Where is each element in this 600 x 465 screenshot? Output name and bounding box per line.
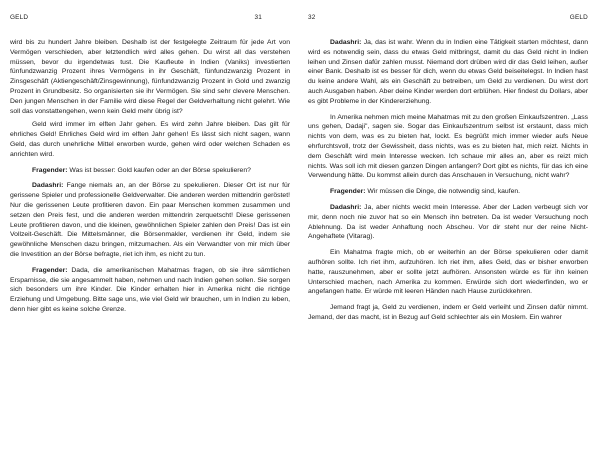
paragraph: In Amerika nehmen mich meine Mahatmas mit zu den großen Einkaufszentren. „Lass uns gehen, Dadaji", sagen sie. Sogar das Einkaufszentrum selbst ist erstaunt, dass mich nichts von dem, was es zu bieten hat, lockt. Es begrüßt mich immer wieder aufs Neue ehrfurchtsvoll, trotz der Gewissheit, dass nichts, was es zu bieten hat, mich reizt. Nichts in dem Geschäft wird mein Interesse wecken. Ich schaue mir alles an, aber es reizt mich nichts. Was soll ich mit diesen ganzen Dingen anfangen? Dort gibt es nichts, für das ich eine Verwendung hätte. Du kommst allein durch das Anschauen in Versuchung, nicht wahr? <box>308 113 588 180</box>
paragraph: Dadashri: Fange niemals an, an der Börse zu spekulieren. Dieser Ort ist nur für gerissene Spieler und professionelle Geldverwalter. Die anderen werden mittendrin geröstet! Nur die gerissenen Leute profitieren davon. Ein paar Menschen kommen zusammen und setzen den Preis fest, und die anderen werden mittendrin zerquetscht! Diese gerissenen Leute profitieren davon, und die kleinen, gewöhnlichen Spieler zahlen den Preis! Das ist ein Vollzeit-Geschäft. Die Mittelsmänner, die Börsenmakler, verdienen ihr Geld, indem sie gewöhnliche Menschen dazu bringen, mitzumachen. Als ein Verwandter von mir mich über die Investition an der Börse befragte, riet ich ihm, es nicht zu tun. <box>10 182 291 258</box>
left-running-title: GELD <box>10 14 29 21</box>
speaker-label: Dadashri: <box>330 39 362 46</box>
paragraph: Fragender: Wir müssen die Dinge, die notwendig sind, kaufen. <box>330 188 521 196</box>
right-page <box>308 0 588 465</box>
speaker-label: Dadashri: <box>330 203 362 211</box>
speaker-label: Fragender: <box>32 266 68 274</box>
right-running-title: GELD <box>569 14 588 21</box>
speaker-label: Fragender: <box>32 166 68 174</box>
paragraph: Dadashri: Ja, das ist wahr. Wenn du in Indien eine Tätigkeit starten möchtest, dann wird es notwendig sein, dass du etwas Geld mitbringst, damit du das Geld nicht in Indien leihen und Zinsen dafür zahlen musst. Niemand dort drüben wird dir das Geld leihen, außer einer Bank. Deshalb ist es besser für dich, wenn du etwas Geld beiseitelegst. In Indien hast du keine andere Wahl, als ein Geschäft zu betreiben, um Geld zu verdienen. Du wirst dort auch Ausgaben haben. Aber deine Kinder werden dort erblühen. Hier findest du Dollars, aber es gibt Probleme in der Kindererziehung. <box>308 39 588 105</box>
paragraph: Fragender: Was ist besser: Gold kaufen oder an der Börse spekulieren? <box>32 166 251 174</box>
speaker-label: Fragender: <box>330 188 366 196</box>
speaker-label: Dadashri: <box>32 182 64 190</box>
left-page-number: 31 <box>254 14 262 21</box>
right-page-header <box>308 14 588 24</box>
left-page <box>10 0 290 465</box>
left-page-body <box>10 38 290 315</box>
paragraph: wird bis zu hundert Jahre bleiben. Deshalb ist der festgelegte Zeitraum für jede Art von Vermögen verschieden, aber letztendlich wird alles gehen. Du wirst all das verstehen müssen, bevor du irgendetwas tust. Die Kaufleute in Indien (Vaniks) investierten fünfundzwanzig Prozent ihres Vermögens in ihr Geschäft, fünfundzwanzig Prozent in Zinsgeschäft (Aktiengeschäft/Zinsgewinnung), fünfundzwanzig Prozent in Gold und zwanzig Prozent in Grundbesitz. So organisierten sie ihr Vermögen. Sie sind sehr clevere Menschen. Den jungen Menschen in der Familie wird diese Regel der Geldverhaltung nicht gelehrt. Wie soll das vonstattengehen, wenn kein Geld mehr übrig ist? <box>10 39 290 115</box>
left-page-header <box>10 14 290 24</box>
paragraph: Dadashri: Ja, aber nichts weckt mein Interesse. Aber der Laden verbeugt sich vor mir, denn noch nie zuvor hat so ein Mensch ihn betreten. Da ist weder Versuchung noch Ablehnung. Da ist weder Anhaftung noch Abscheu. Vor dir steht nur der reine Nicht-Angehaftete (Vitarag). <box>308 203 589 241</box>
paragraph: Jemand fragt ja, Geld zu verdienen, indem er Geld verleiht und Zinsen dafür nimmt. Jemand, der das macht, ist in Bezug auf Geld schlechter als ein Moslem. Ein wahrer <box>308 304 588 321</box>
right-page-body <box>308 38 588 323</box>
paragraph: Ein Mahatma fragte mich, ob er weiterhin an der Börse spekulieren oder damit aufhören sollte. Ich riet ihm, aufzuhören. Ich riet ihm, alles Geld, das er bisher erworben hatte, rauszunehmen, aber er sollte jetzt aufhören. Ansonsten würde es für ihn keinen Unterschied machen, nach Amerika zu kommen. Erwürde sich dort wiederfinden, wo er angefangen hatte. Er würde mit leeren Händen nach Hause zurückkehren. <box>308 249 588 296</box>
paragraph: Geld wird immer im elften Jahr gehen. Es wird zehn Jahre bleiben. Das gilt für ehrliches Geld! Ehrliches Geld wird im elften Jahr gehen! Es lässt sich nicht sagen, wann Geld, das durch unehrliche Mittel erworben wurde, gehen wird oder welchen Schaden es anrichten wird. <box>10 121 290 158</box>
right-page-number: 32 <box>308 14 316 21</box>
paragraph: Fragender: Dada, die amerikanischen Mahatmas fragen, ob sie ihre sämtlichen Ersparnisse, die sie angesammelt haben, nehmen und nach Indien gehen sollen. Sie sorgen sich besonders um ihre Kinder. Die Kinder erhalten hier in Amerika nicht die richtige Erziehung und Umgebung. Bitte sage uns, wie viel Geld wir brauchen, um in Indien zu leben, denn hier gibt es keine solche Grenze. <box>10 266 290 313</box>
